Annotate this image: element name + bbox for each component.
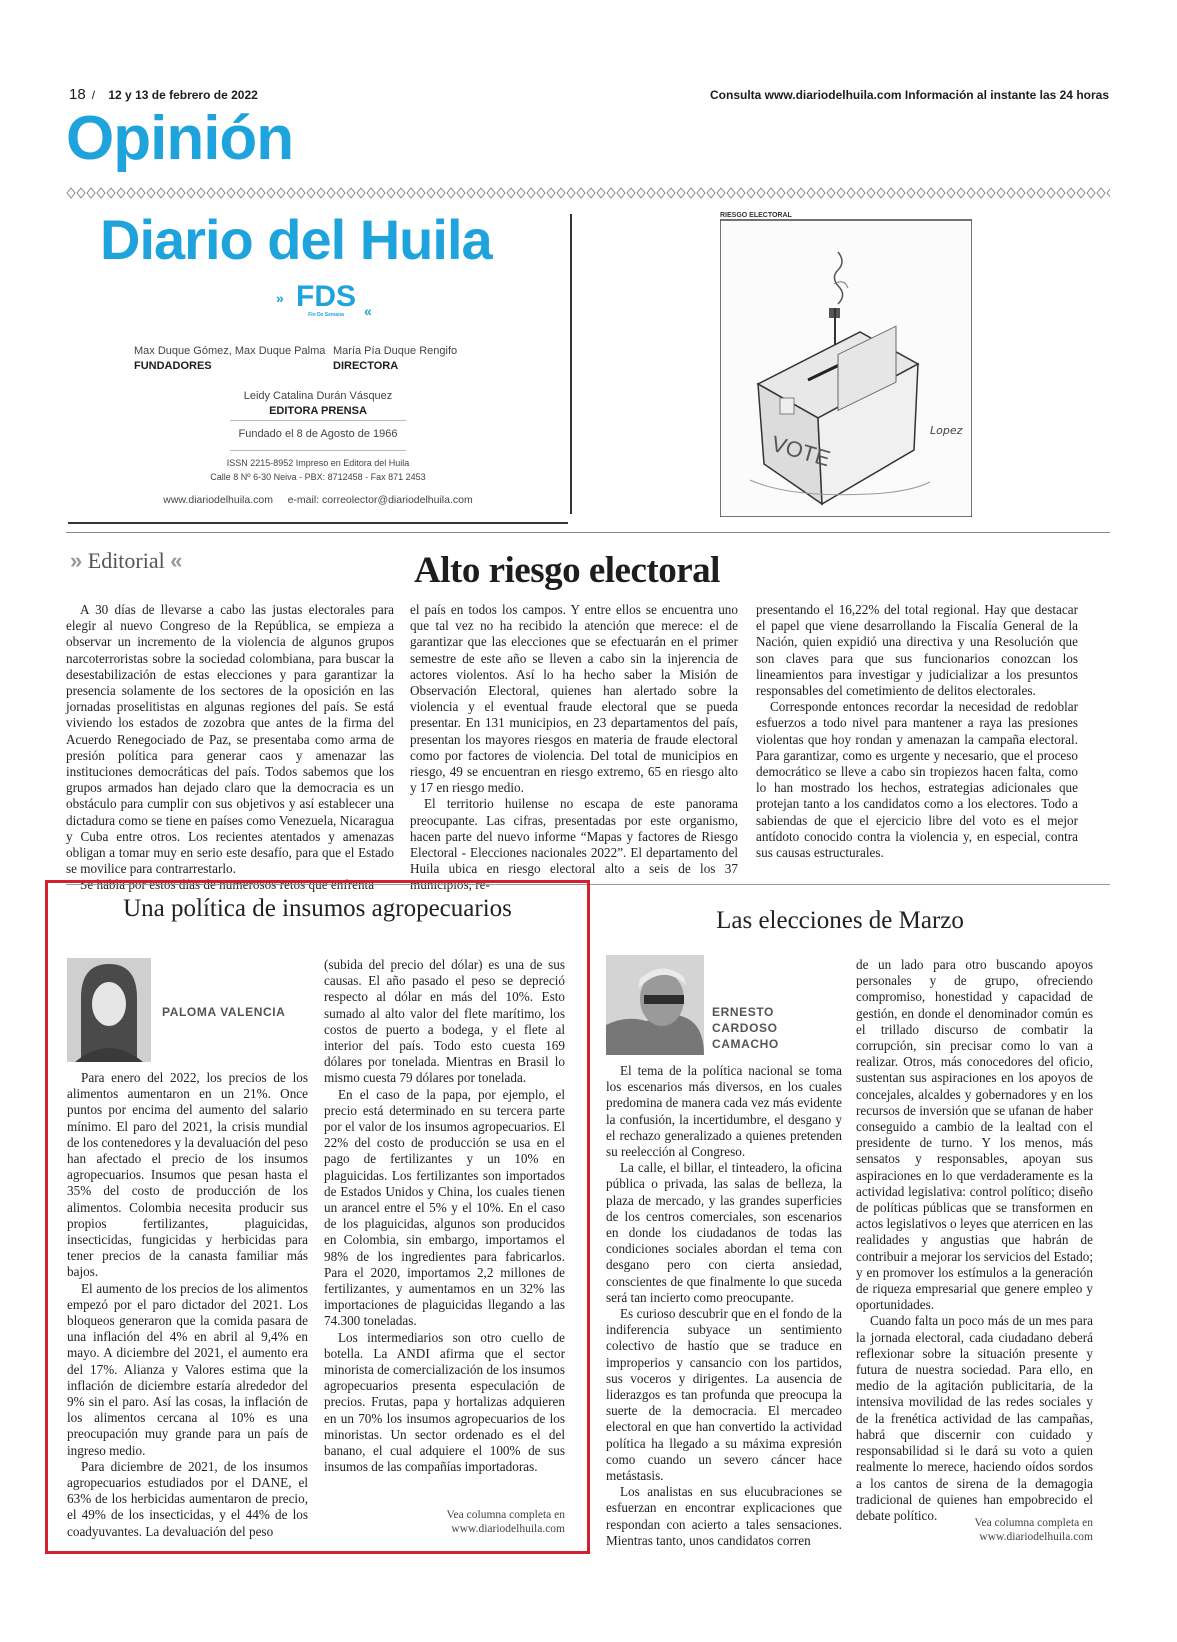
paragraph: Para enero del 2022, los precios de los alimentos aumentaron en un 21%. Once puntos por encima del aumento del salario mínimo. El paro del 2021, la crisis mundial de los contenedores y la devaluación del peso han afectado el precio de los insumos agropecuarios. Insumos que pesan hasta el 35% del costo de producción de los alimentos. Colombia necesita producir sus propios fertilizantes, plaguicidas, insecticidas, fungicidas y herbicidas para tener precios de la canasta familiar más bajos. — [67, 1070, 308, 1280]
paragraph: de un lado para otro buscando apoyos personales y de grupo, ofreciendo compromiso, honestidad y capacidad de gestión, en donde el denominador común es el trillado discurso de combatir la corrupción, sin precisar como lo van a realizar. Otros, más conocedores del oficio, sustentan sus aspiraciones en los apoyos de concejales, alcaldes y gobernadores y en los recursos de inversión que se ufanan de haber conseguido a cambio de la lealtad con el presidente de turno. Y los menos, más sensatos y responsables, apoyan sus aspiraciones en lo que verdaderamente es la actividad legislativa: control político; diseño de políticas públicas que se transformen en actos legislativos o leyes que aterricen en las realidades y angustias que habrán de contribuir a mejorar los servicios del Estado; y en promover los estímulos a la generación de riqueza empresarial que genere empleo y oportunidades. — [856, 957, 1093, 1313]
editorial-column-2 — [410, 602, 738, 894]
page-header-bar — [69, 86, 1109, 106]
editor-block — [68, 390, 568, 417]
contact-line — [68, 494, 568, 506]
paragraph: El territorio huilense no escapa de este panorama preocupante. Las cifras, presentadas por este organismo, hacen parte del nuevo informe “Mapas y factores de Riesgo Electoral - Elecciones nacionales 2022”. El departamento del Huila ubica en riesgo electoral alto a seis de los 37 — [410, 796, 738, 877]
masthead-rule — [230, 450, 406, 451]
author-name-block — [712, 1004, 779, 1052]
paragraph: Los analistas en sus elucubraciones se esfuerzan en encontrar explicaciones que respondan con acierto a tales sensaciones. Mientras tanto, unos candidatos corren — [606, 1484, 842, 1548]
paragraph: El tema de la política nacional se toma los escenarios más diversos, en los cuales predomina de manera cada vez más evidente la confusión, la incertidumbre, el desgano y el rechazo generalizado a quienes pretenden su reelección al Congreso. — [606, 1063, 842, 1160]
masthead-vertical-rule — [570, 214, 572, 514]
editorial-column-3 — [756, 602, 1078, 861]
editor-name: Leidy Catalina Durán Vásquez — [243, 390, 393, 402]
page-number: 18 — [69, 86, 86, 103]
article-column-1 — [67, 1070, 308, 1540]
article-column-1 — [606, 1063, 842, 1549]
fds-badge-text: FDS — [296, 280, 356, 313]
section-title: Opinión — [66, 104, 294, 173]
website-link[interactable]: www.diariodelhuila.com — [163, 494, 273, 506]
paragraph: La calle, el billar, el tinteadero, la oficina pública o privada, las salas de belleza, la plaza de mercado, y las grandes superficies de los centros comerciales, son escenarios en donde los ciudadanos de todas las condiciones sociales abordan el tema con desgano pero con cierta ansiedad, conscientes de que finalmente lo que suceda será tan incierto como preocupante. — [606, 1160, 842, 1305]
newspaper-logo: Diario del Huila — [100, 208, 492, 271]
cartoonist-signature: Lopez — [930, 424, 963, 437]
svg-text:»: » — [276, 290, 284, 306]
author-first-name: ERNESTO — [712, 1005, 774, 1019]
svg-text:«: « — [364, 303, 372, 319]
read-more-link[interactable]: www.diariodelhuila.com — [451, 1523, 565, 1535]
section-divider — [66, 532, 1110, 533]
separator: / — [91, 88, 96, 102]
masthead-rule — [230, 420, 406, 421]
fds-badge-logo — [270, 278, 380, 322]
author-photo — [67, 958, 151, 1062]
author-name: PALOMA VALENCIA — [162, 1005, 286, 1019]
editorial-tag — [70, 548, 182, 574]
read-more-label: Vea columna completa en — [446, 1509, 565, 1521]
chevrons-right-icon: » — [70, 548, 83, 573]
editorial-tag-label: Editorial — [87, 548, 165, 573]
author-last-name-2: CAMACHO — [712, 1037, 779, 1051]
paragraph: Cuando falta un poco más de un mes para la jornada electoral, cada ciudadano deberá reflexionar sobre la situación presente y futura de nuestra sociedad. Para ello, en medio de la agitación publicitaria, de la intensiva movilidad de las redes sociales y de la frenética actividad de las campañas, habrá que discernir con cuidado y responsabilidad si le dará su voto a quien realmente lo merece, haciendo oídos sordos a los cantos de sirena de la demagogia tradicional de quienes han empobrecido el debate político. — [856, 1313, 1093, 1523]
article-title: Las elecciones de Marzo — [716, 907, 964, 934]
paragraph: Los intermediarios son otro cuello de botella. La ANDI afirma que el sector minorista de comercialización de los insumos agropecuarios presenta especulación de precios. Frutas, papa y hortalizas adquieren en un 70% los insumos agropecuarios de los minoristas. Un sector ordenado es el del banano, el cual adquiere el 100% de sus insumos de las compañías importadoras. — [324, 1329, 565, 1475]
article-column-2 — [856, 957, 1093, 1524]
paragraph: presentando el 16,22% del total regional. Hay que destacar el papel que viene desarrollando la Fiscalía General de la Nación, quien expidió una directiva y una Resolución que son claves para que sus funcionarios conozcan los lineamientos para investigar y judicializar a los presuntos responsables del cometimiento de delitos electorales. — [756, 602, 1078, 699]
founded-date: Fundado el 8 de Agosto de 1966 — [238, 428, 398, 440]
paragraph: En el caso de la papa, por ejemplo, el precio está determinado en su tercera parte por el valor de los insumos agropecuarios. El 22% del costo de producción se usa en el pago de fertilizantes y un 10% en plaguicidas. Los fertilizantes son importados de Estados Unidos y China, los cuales tienen un arancel entre el 5% y el 10%. En el caso de los plaguicidas, algunos son producidos en Colombia, sin embargo, importamos el 98% de los ingredientes para fabricarlos. Para el 2020, importamos 2,2 millones de fertilizantes, y aumentamos en un 32% las importaciones de plaguicidas llegando a las 74.300 toneladas. — [324, 1086, 565, 1329]
founders-names: Max Duque Gómez, Max Duque Palma — [134, 345, 326, 357]
read-more-note[interactable] — [856, 1516, 1093, 1544]
read-more-link[interactable]: www.diariodelhuila.com — [979, 1531, 1093, 1543]
address-line: Calle 8 Nº 6-30 Neiva - PBX: 8712458 - Fax 871 2453 — [210, 472, 426, 482]
director-name: María Pía Duque Rengifo — [333, 345, 458, 357]
email-link[interactable]: e-mail: correolector@diariodelhuila.com — [287, 494, 473, 506]
editor-role: EDITORA PRENSA — [269, 405, 367, 417]
site-tagline: Consulta www.diariodelhuila.com Información al instante las 24 horas — [710, 88, 1109, 102]
founders-role: FUNDADORES — [134, 360, 212, 372]
editorial-cartoon — [720, 212, 972, 517]
director-role: DIRECTORA — [333, 360, 399, 372]
article-title: Una política de insumos agropecuarios — [123, 895, 512, 922]
issn-line: ISSN 2215-8952 Impreso en Editora del Huila — [226, 458, 410, 468]
paragraph: el país en todos los campos. Y entre ellos se encuentra uno que tal vez no ha recibido la atención que merece: el de garantizar que las elecciones que se efectuarán en el primer semestre de este año se lleven a cabo sin la injerencia de actores violentos. Así lo ha hecho saber la Misión de Observación Electoral, quienes han alertado sobre la violencia y el eventual fraude electoral que se pueda presentar. En 131 municipios, en 23 departamentos del país, presentan los mayores riesgos en materia de fraude electoral como por factores de violencia. Del total de municipios en riesgo, 49 se encuentran en riesgo extremo, 65 en riesgo alto y 17 en riesgo medio. — [410, 602, 738, 796]
founders-block — [134, 345, 325, 372]
paragraph: Para diciembre de 2021, de los insumos agropecuarios estudiados por el DANE, el 63% de los herbicidas aumentaron de precio, el 49% de los insecticidas, y el 44% de los coadyuvantes. La devaluación del peso — [67, 1458, 308, 1539]
diamond-rule-divider — [66, 186, 1110, 200]
editorial-column-1 — [66, 602, 394, 894]
editorial-headline: Alto riesgo electoral — [414, 550, 720, 591]
paragraph: El aumento de los precios de los alimentos empezó por el paro dictador del 2021. Los bloqueos generaron que la comida pasara de una inflación del 4% en abril al 9,4% en mayo. A diciembre del 2021, el aumento era del 17%. Alianza y Valores estima que la inflación de diciembre estaría alrededor del 9% sin el paro. Así las cosas, la inflación de los alimentos cercana al 10% es una preocupación muy grande para un país de ingreso medio. — [67, 1280, 308, 1458]
issue-date: 12 y 13 de febrero de 2022 — [108, 88, 258, 102]
paragraph: (subida del precio del dólar) es una de sus causas. El año pasado el peso se depreció respecto al dólar en más del 10%. Esto sumado al alto valor del flete marítimo, los costos de puerto a bodega, y el flete al interior del país. Todo esto cuesta 169 dólares por tonelada. Mientras en Brasil lo mismo cuesta 79 dólares por tonelada. — [324, 957, 565, 1086]
cartoon-box-text: VOTE — [768, 430, 834, 472]
read-more-label: Vea columna completa en — [974, 1517, 1093, 1529]
paragraph: A 30 días de llevarse a cabo las justas electorales para elegir al nuevo Congreso de la República, se empieza a observar un incremento de la violencia de algunos grupos narcoterroristas sobre la sociedad colombiana, para buscar la desestabilización de estas elecciones y para garantizar la presencia solamente de los sectores de la oposición en las jornadas proselitistas en algunas regiones del país. Se está viviendo los estados de zozobra que antes de la firma del Acuerdo Renegociado de Paz, se presentaba como arma de presión política para generar caos y amenazar las instituciones democráticas del país. Todos sabemos que los grupos armados han dejado claro que la democracia es un obstáculo para cumplir con sus objetivos y así establecer una dictadura como se tiene en países como Venezuela, Nicaragua y Cuba entre otros. Los recientes atentados y amenazas obligan a tomar muy en serio este desafío, para que el Estado se movilice para contrarrestarlo. — [66, 602, 394, 877]
director-block — [333, 345, 457, 372]
author-photo — [606, 955, 704, 1055]
paragraph: Es curioso descubrir que en el fondo de la indiferencia subyace un sentimiento colectivo de hastío que se traduce en improperios y cansancio con los partidos, sus voceros y dirigentes. La ausencia de liderazgos es tan profunda que preocupa la suerte de la democracia. El mercadeo electoral en que han convertido la actividad política ha llegado a su máxima expresión como cuando un severo cáncer hace metástasis. — [606, 1306, 842, 1484]
fds-badge-subtitle: Fin De Semana — [308, 312, 344, 318]
author-last-name-1: CARDOSO — [712, 1021, 778, 1035]
paragraph: Corresponde entonces recordar la necesidad de redoblar esfuerzos a todo nivel para mantener a raya las presiones violentas que hoy rondan y amenazan la campaña electoral. Para garantizar, como es urgente y necesario, que el proceso democrático se lleve a cabo sin tropiezos hacen falta, como lo han mostrado los hechos, estrategias adicionales que protejan tanto a los candidatos como a los electores. Todo a sabiendas de que el ejercicio libre del voto es el mejor antídoto conocido contra la violencia y, en especial, contra sus causas estructurales. — [756, 699, 1078, 861]
cartoon-caption: RIESGO ELECTORAL — [720, 212, 792, 219]
read-more-note[interactable] — [324, 1508, 565, 1536]
article-column-2 — [324, 957, 565, 1476]
chevrons-left-icon: « — [170, 548, 183, 573]
